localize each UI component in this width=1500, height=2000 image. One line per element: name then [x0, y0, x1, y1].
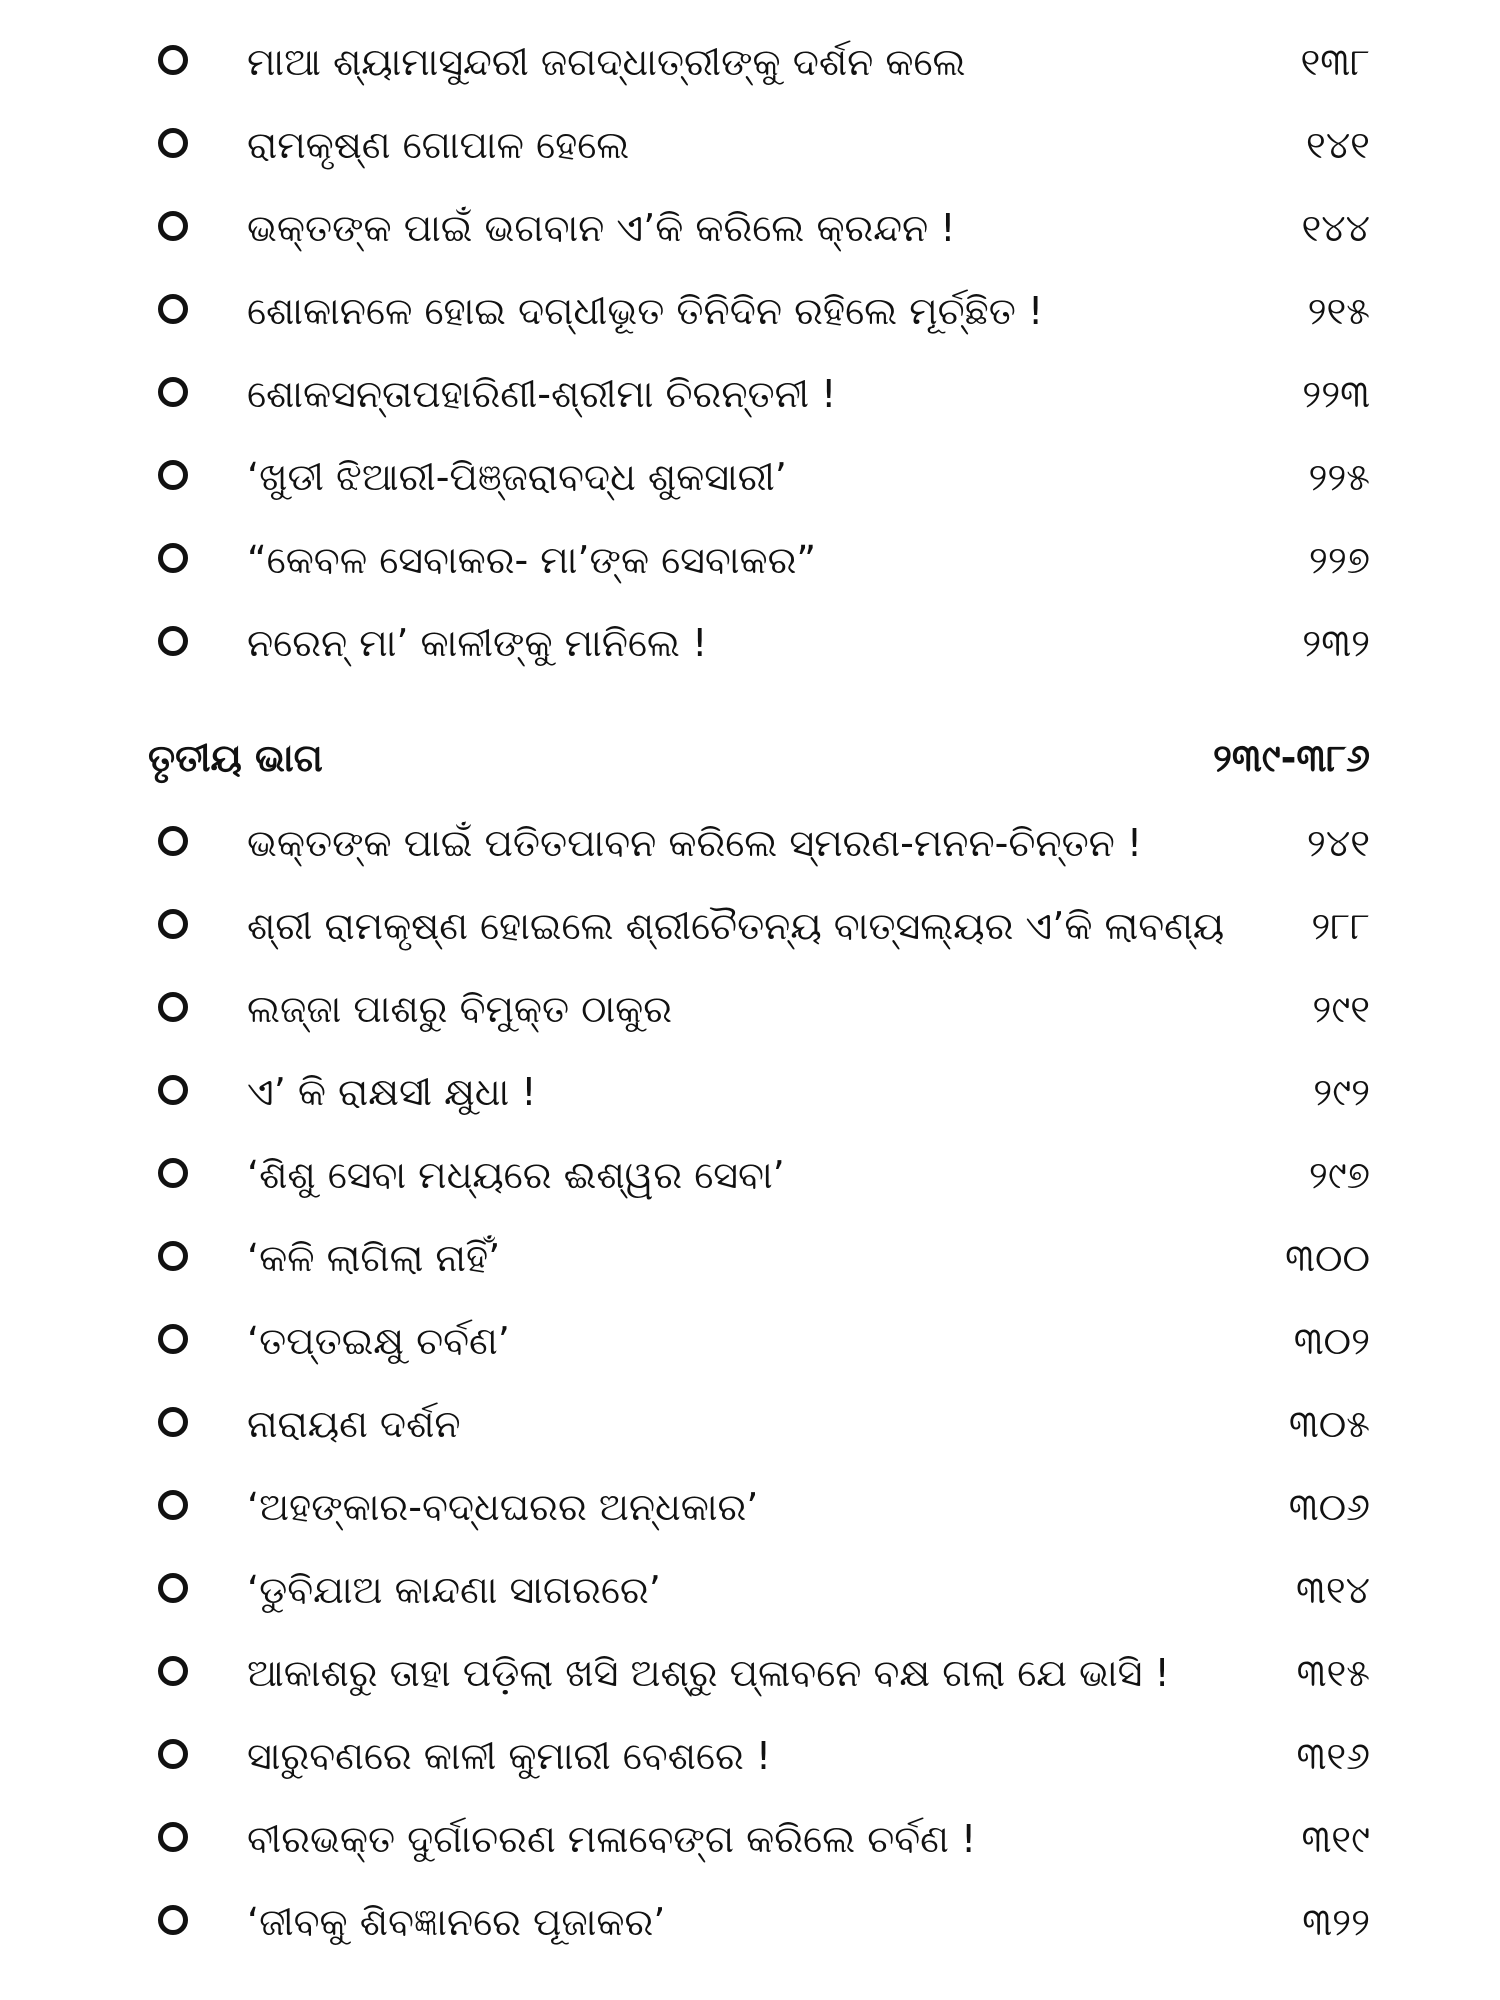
- circle-bullet-icon: [158, 1075, 188, 1105]
- entry-title: ଶ୍ରୀ ରାମକୃଷ୍ଣ ହୋଇଲେ ଶ୍ରୀଚୈତନ୍ୟ ବାତ୍ସଲ୍ୟର ଏ’କି ଲାବଣ୍ୟ: [247, 904, 1225, 948]
- circle-bullet-icon: [158, 543, 188, 573]
- entry-page-number: ୧୩୮: [1300, 40, 1370, 84]
- entry-title: ‘ଅହଙ୍କାର-ବଦ୍ଧଘରର ଅନ୍ଧକାର’: [247, 1485, 759, 1529]
- entry-title: ‘ଜୀବକୁ ଶିବଜ୍ଞାନରେ ପୂଜାକର’: [247, 1900, 666, 1944]
- circle-bullet-icon: [158, 1158, 188, 1188]
- circle-bullet-icon: [158, 377, 188, 407]
- entry-title: ‘ଡୁବିଯାଅ କାନ୍ଦଣା ସାଗରରେ’: [247, 1568, 661, 1612]
- toc-entry: [0, 983, 1500, 1043]
- circle-bullet-icon: [158, 1324, 188, 1354]
- entry-page-number: ୨୯୧: [1312, 987, 1370, 1031]
- entry-title: ‘ଖୁଡୀ ଝିଆରୀ-ପିଞ୍ଜରାବଦ୍ଧ ଶୁକସାରୀ’: [247, 455, 787, 499]
- entry-page-number: ୩୧୬: [1296, 1734, 1370, 1778]
- toc-entry: [0, 900, 1500, 960]
- entry-page-number: ୨୧୫: [1307, 289, 1370, 333]
- toc-entry: [0, 1398, 1500, 1458]
- circle-bullet-icon: [158, 626, 188, 656]
- entry-page-number: ୩୧୫: [1296, 1651, 1370, 1695]
- circle-bullet-icon: [158, 294, 188, 324]
- circle-bullet-icon: [158, 1573, 188, 1603]
- entry-page-number: ୨୪୧: [1306, 821, 1370, 865]
- toc-entry: [0, 1896, 1500, 1956]
- toc-entry: [0, 1564, 1500, 1624]
- circle-bullet-icon: [158, 1822, 188, 1852]
- entry-title: ନରେନ୍ ମା’ କାଳୀଙ୍କୁ ମାନିଲେ !: [247, 621, 708, 665]
- circle-bullet-icon: [158, 45, 188, 75]
- toc-entry: [0, 1149, 1500, 1209]
- circle-bullet-icon: [158, 1407, 188, 1437]
- circle-bullet-icon: [158, 1739, 188, 1769]
- section-heading: [0, 732, 1500, 792]
- entry-title: ଶୋକସନ୍ତାପହାରିଣୀ-ଶ୍ରୀମା ଚିରନ୍ତନୀ !: [247, 372, 837, 416]
- section-page-range: ୨୩୯-୩୮୬: [1212, 736, 1370, 780]
- section-title: ତୃତୀୟ ଭାଗ: [148, 736, 323, 780]
- toc-entry: [0, 1232, 1500, 1292]
- circle-bullet-icon: [158, 1490, 188, 1520]
- entry-page-number: ୩୨୨: [1302, 1900, 1370, 1944]
- toc-entry: [0, 1647, 1500, 1707]
- toc-entry: [0, 534, 1500, 594]
- circle-bullet-icon: [158, 992, 188, 1022]
- circle-bullet-icon: [158, 1656, 188, 1686]
- toc-entry: [0, 1813, 1500, 1873]
- entry-title: ଆକାଶରୁ ତାହା ପଡ଼ିଲା ଖସି ଅଶ୍ରୁ ପ୍ଳାବନେ ବକ୍ଷ ଗଲା ଯେ ଭାସି !: [247, 1651, 1170, 1695]
- circle-bullet-icon: [158, 1241, 188, 1271]
- entry-page-number: ୩୦୨: [1293, 1319, 1370, 1363]
- entry-title: ଲଜ୍ଜା ପାଶରୁ ବିମୁକ୍ତ ଠାକୁର: [247, 987, 673, 1031]
- entry-page-number: ୧୪୧: [1306, 123, 1370, 167]
- toc-entry: [0, 119, 1500, 179]
- entry-title: “କେବଳ ସେବାକର- ମା’ଙ୍କ ସେବାକର”: [247, 538, 817, 582]
- entry-title: ‘ଶିଶୁ ସେବା ମଧ୍ୟରେ ଈଶ୍ୱର ସେବା’: [247, 1153, 785, 1197]
- toc-entry: [0, 817, 1500, 877]
- toc-entry: [0, 285, 1500, 345]
- entry-page-number: ୩୦୦: [1285, 1236, 1370, 1280]
- toc-entry: [0, 1730, 1500, 1790]
- toc-entry: [0, 451, 1500, 511]
- entry-page-number: ୨୯୨: [1313, 1070, 1370, 1114]
- entry-page-number: ୨୮୮: [1311, 904, 1370, 948]
- toc-entry: [0, 1315, 1500, 1375]
- entry-title: ସାରୁବଣରେ କାଳୀ କୁମାରୀ ବେଶରେ !: [247, 1734, 772, 1778]
- circle-bullet-icon: [158, 826, 188, 856]
- toc-entry: [0, 368, 1500, 428]
- entry-page-number: ୨୯୭: [1308, 1153, 1370, 1197]
- entry-page-number: ୩୦୫: [1288, 1402, 1370, 1446]
- entry-title: ଶୋକାନଳେ ହୋଇ ଦଗ୍ଧୀଭୂତ ତିନିଦିନ ରହିଲେ ମୂର୍ଚ୍ଛିତ !: [247, 289, 1044, 333]
- entry-title: ବୀରଭକ୍ତ ଦୁର୍ଗାଚରଣ ମଳାବେଙ୍ଗ କରିଲେ ଚର୍ବଣ !: [247, 1817, 977, 1861]
- entry-title: ରାମକୃଷ୍ଣ ଗୋପାଳ ହେଲେ: [247, 123, 630, 167]
- toc-entry: [0, 1066, 1500, 1126]
- entry-page-number: ୨୨୭: [1308, 538, 1370, 582]
- toc-entry: [0, 617, 1500, 677]
- entry-title: ନାରାୟଣ ଦର୍ଶନ: [247, 1402, 461, 1446]
- entry-title: ‘ତପ୍ତଇକ୍ଷୁ ଚର୍ବଣ’: [247, 1319, 510, 1363]
- circle-bullet-icon: [158, 1905, 188, 1935]
- entry-title: ଭକ୍ତଙ୍କ ପାଇଁ ପତିତପାବନ କରିଲେ ସ୍ମରଣ-ମନନ-ଚିନ୍ତନ !: [247, 821, 1143, 865]
- toc-entry: [0, 1481, 1500, 1541]
- entry-page-number: ୩୧୯: [1301, 1817, 1370, 1861]
- entry-page-number: ୨୨୫: [1308, 455, 1370, 499]
- entry-title: ଭକ୍ତଙ୍କ ପାଇଁ ଭଗବାନ ଏ’କି କରିଲେ କ୍ରନ୍ଦନ !: [247, 206, 956, 250]
- entry-title: ଏ’ କି ରାକ୍ଷସୀ କ୍ଷୁଧା !: [247, 1070, 537, 1114]
- circle-bullet-icon: [158, 128, 188, 158]
- entry-page-number: ୧୪୪: [1301, 206, 1370, 250]
- circle-bullet-icon: [158, 460, 188, 490]
- circle-bullet-icon: [158, 211, 188, 241]
- entry-page-number: ୩୦୬: [1288, 1485, 1370, 1529]
- toc-entry: [0, 36, 1500, 96]
- toc-entry: [0, 202, 1500, 262]
- entry-page-number: ୨୨୩: [1302, 372, 1370, 416]
- entry-title: ମାଆ ଶ୍ୟାମାସୁନ୍ଦରୀ ଜଗଦ୍ଧାତ୍ରୀଙ୍କୁ ଦର୍ଶନ କଲେ: [247, 40, 966, 84]
- circle-bullet-icon: [158, 909, 188, 939]
- entry-page-number: ୨୩୨: [1302, 621, 1370, 665]
- entry-page-number: ୩୧୪: [1295, 1568, 1370, 1612]
- entry-title: ‘କଳି ଲାଗିଲା ନାହିଁ’: [247, 1236, 501, 1280]
